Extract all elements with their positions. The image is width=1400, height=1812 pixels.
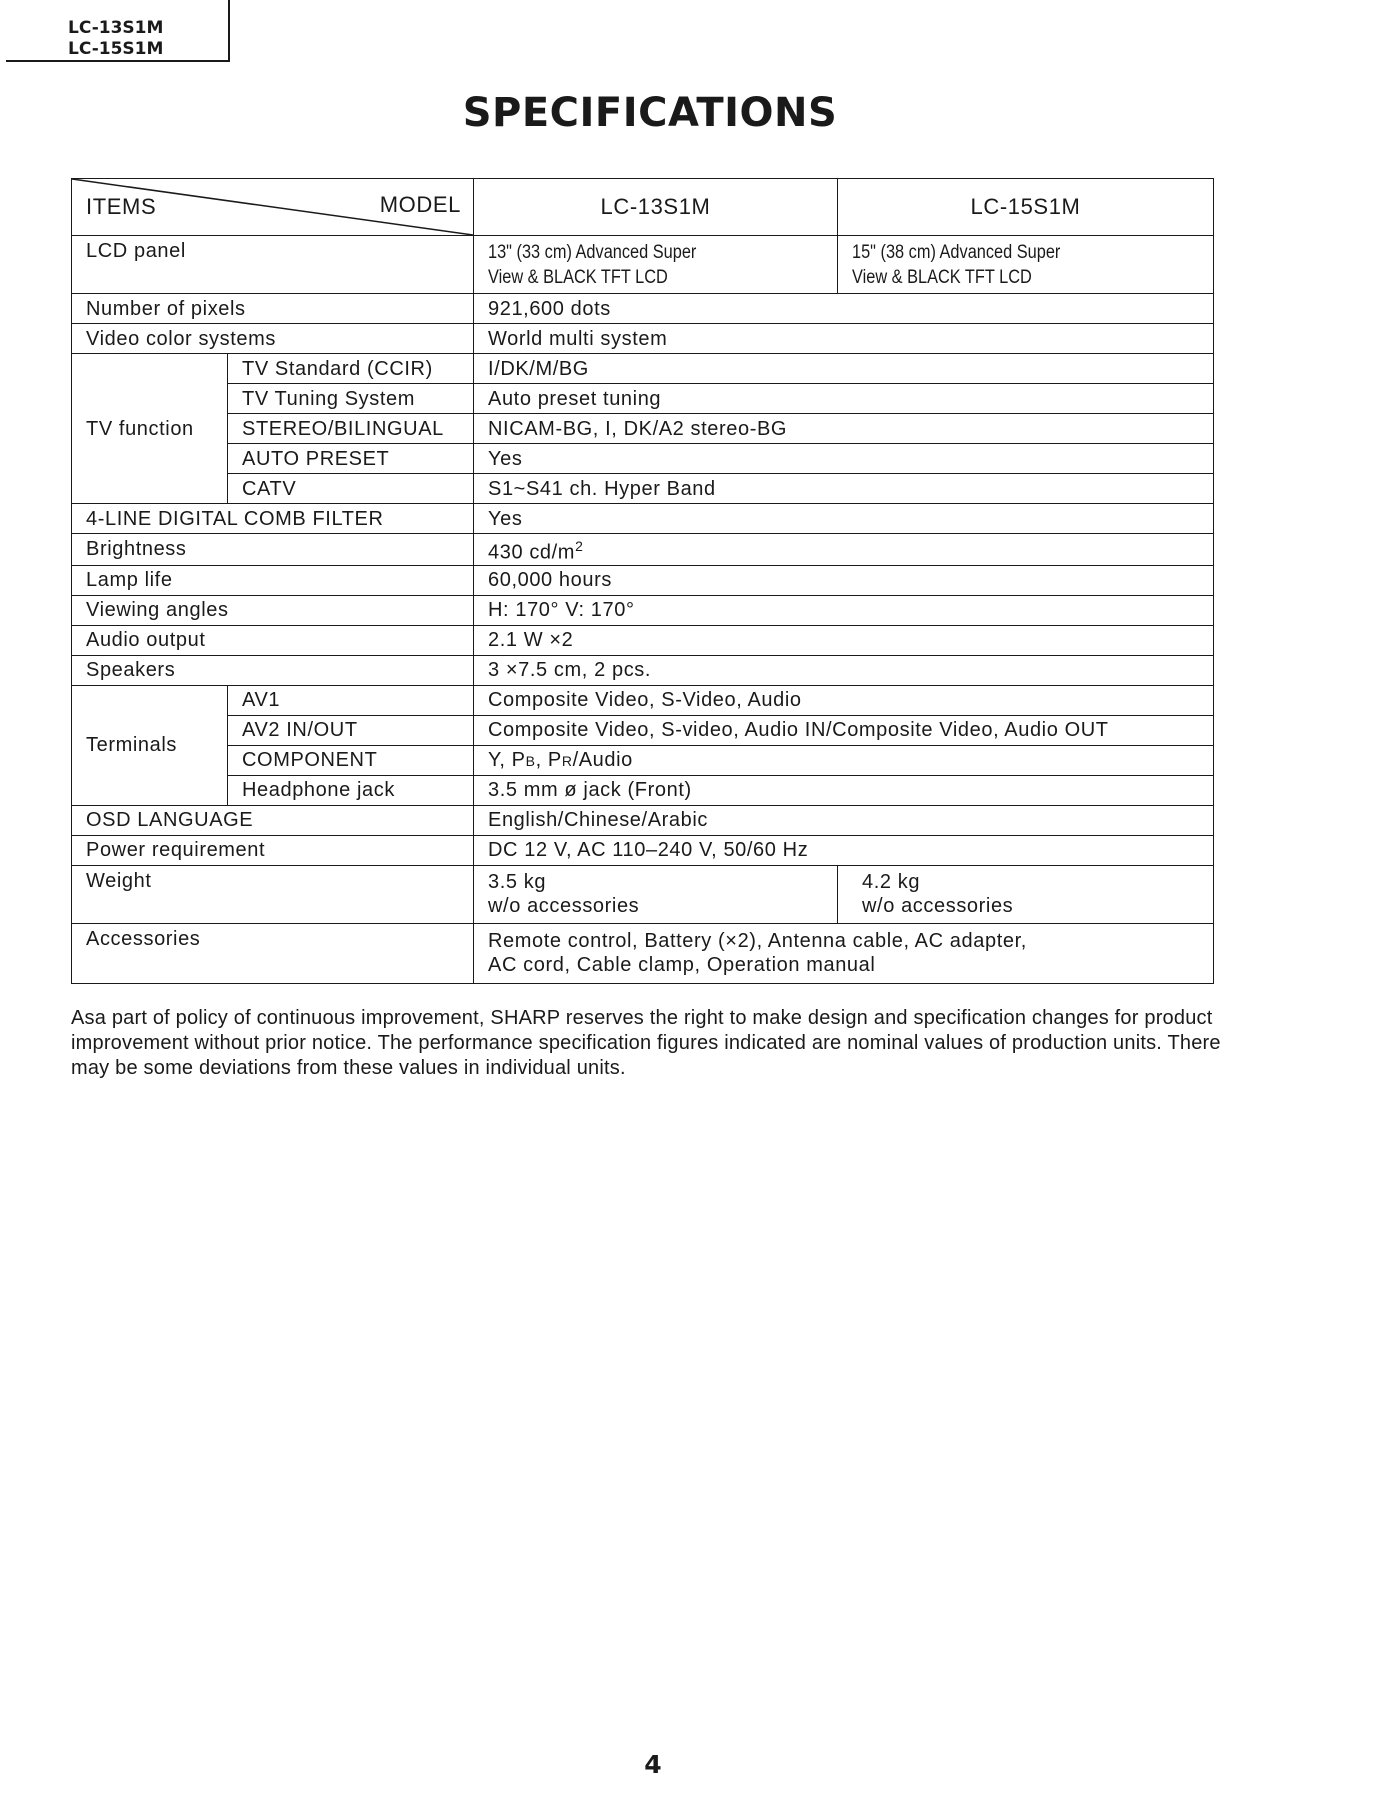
lcd-panel-lc13-line-1: 13" (33 cm) Advanced Super — [488, 241, 697, 263]
table-row — [72, 324, 1214, 354]
weight-lc15-line-2: w/o accessories — [862, 895, 1014, 918]
row-sublabel: AV2 IN/OUT — [228, 715, 474, 745]
weight-lc15-line-1: 4.2 kg — [862, 871, 921, 894]
table-row — [72, 775, 1214, 805]
row-label: LCD panel — [72, 236, 474, 294]
row-sublabel: TV Standard (CCIR) — [228, 354, 474, 384]
component-y: Y, P — [488, 748, 526, 771]
row-value: Composite Video, S-video, Audio IN/Composite Video, Audio OUT — [474, 715, 1214, 745]
row-sublabel: AUTO PRESET — [228, 444, 474, 474]
page-number: 4 — [644, 1750, 662, 1779]
table-row — [72, 595, 1214, 625]
accessories-line-1: Remote control, Battery (×2), Antenna cable, AC adapter, — [488, 930, 1027, 953]
row-value: Yes — [474, 504, 1214, 534]
table-row — [72, 923, 1214, 983]
component-pr-sub: R — [561, 752, 573, 769]
row-value: H: 170° V: 170° — [474, 595, 1214, 625]
component-pb-sub: B — [525, 752, 536, 769]
row-value: English/Chinese/Arabic — [474, 805, 1214, 835]
page-title: SPECIFICATIONS — [462, 90, 838, 136]
weight-lc13 — [474, 865, 838, 923]
row-label: Power requirement — [72, 835, 474, 865]
lcd-panel-lc13 — [474, 236, 838, 294]
component-tail: /Audio — [572, 748, 633, 771]
row-sublabel: COMPONENT — [228, 745, 474, 775]
table-row — [72, 565, 1214, 595]
model-line-2: LC-15S1M — [68, 39, 164, 59]
row-sublabel: Headphone jack — [228, 775, 474, 805]
specifications-table — [71, 178, 1214, 984]
table-row — [72, 414, 1214, 444]
table-row — [72, 865, 1214, 923]
model-label: MODEL — [379, 192, 461, 217]
row-value: 921,600 dots — [474, 294, 1214, 324]
weight-lc13-line-1: 3.5 kg — [488, 871, 547, 894]
disclaimer-note: Asa part of policy of continuous improvement, SHARP reserves the right to make design and specification changes for product improvement without prior notice. The performance specification figures indicated are nominal values of production units. There may be some deviations from these values in individual units. — [71, 1007, 1221, 1079]
table-row — [72, 444, 1214, 474]
brightness-value: 430 cd/m — [488, 541, 576, 564]
table-row — [72, 745, 1214, 775]
model-header-lc15: LC-15S1M — [838, 179, 1214, 236]
row-label: Speakers — [72, 655, 474, 685]
row-value: Auto preset tuning — [474, 384, 1214, 414]
row-value: 3.5 mm ø jack (Front) — [474, 775, 1214, 805]
table-row — [72, 504, 1214, 534]
row-label: Video color systems — [72, 324, 474, 354]
lcd-panel-lc15-line-2: View & BLACK TFT LCD — [852, 266, 1032, 288]
weight-lc15 — [838, 865, 1214, 923]
table-row — [72, 474, 1214, 504]
row-value: Yes — [474, 444, 1214, 474]
row-sublabel: TV Tuning System — [228, 384, 474, 414]
brightness-superscript: 2 — [575, 538, 584, 554]
accessories-line-2: AC cord, Cable clamp, Operation manual — [488, 954, 876, 977]
items-label: ITEMS — [86, 194, 157, 219]
table-row — [72, 715, 1214, 745]
model-number-box — [6, 0, 230, 62]
row-value: NICAM-BG, I, DK/A2 stereo-BG — [474, 414, 1214, 444]
terminals-label: Terminals — [72, 685, 228, 805]
row-value: 2.1 W ×2 — [474, 625, 1214, 655]
row-value: S1~S41 ch. Hyper Band — [474, 474, 1214, 504]
row-value: Composite Video, S-Video, Audio — [474, 685, 1214, 715]
row-value: DC 12 V, AC 110–240 V, 50/60 Hz — [474, 835, 1214, 865]
model-line-1: LC-13S1M — [68, 18, 164, 38]
lcd-panel-lc15-line-1: 15" (38 cm) Advanced Super — [852, 241, 1061, 263]
table-row — [72, 294, 1214, 324]
row-value — [474, 745, 1214, 775]
table-row — [72, 354, 1214, 384]
items-model-header-cell — [72, 179, 474, 236]
tv-function-label: TV function — [72, 354, 228, 504]
accessories-value — [474, 923, 1214, 983]
row-value — [474, 534, 1214, 566]
row-value: World multi system — [474, 324, 1214, 354]
model-header-lc13: LC-13S1M — [474, 179, 838, 236]
row-label: Weight — [72, 865, 474, 923]
table-row — [72, 835, 1214, 865]
table-row — [72, 655, 1214, 685]
row-sublabel: STEREO/BILINGUAL — [228, 414, 474, 444]
row-sublabel: CATV — [228, 474, 474, 504]
table-row — [72, 625, 1214, 655]
table-row — [72, 805, 1214, 835]
row-label: OSD LANGUAGE — [72, 805, 474, 835]
lcd-panel-lc15 — [838, 236, 1214, 294]
row-value: 3 ×7.5 cm, 2 pcs. — [474, 655, 1214, 685]
row-label: Brightness — [72, 534, 474, 566]
lcd-panel-lc13-line-2: View & BLACK TFT LCD — [488, 266, 668, 288]
table-row — [72, 384, 1214, 414]
row-label: Audio output — [72, 625, 474, 655]
row-label: Viewing angles — [72, 595, 474, 625]
row-label: 4-LINE DIGITAL COMB FILTER — [72, 504, 474, 534]
row-sublabel: AV1 — [228, 685, 474, 715]
weight-lc13-line-2: w/o accessories — [488, 895, 640, 918]
row-value: I/DK/M/BG — [474, 354, 1214, 384]
component-mid: , P — [535, 748, 562, 771]
row-value: 60,000 hours — [474, 565, 1214, 595]
row-label: Lamp life — [72, 565, 474, 595]
table-row — [72, 236, 1214, 294]
table-row — [72, 534, 1214, 566]
table-header-row — [72, 179, 1214, 236]
table-row — [72, 685, 1214, 715]
row-label: Number of pixels — [72, 294, 474, 324]
row-label: Accessories — [72, 923, 474, 983]
